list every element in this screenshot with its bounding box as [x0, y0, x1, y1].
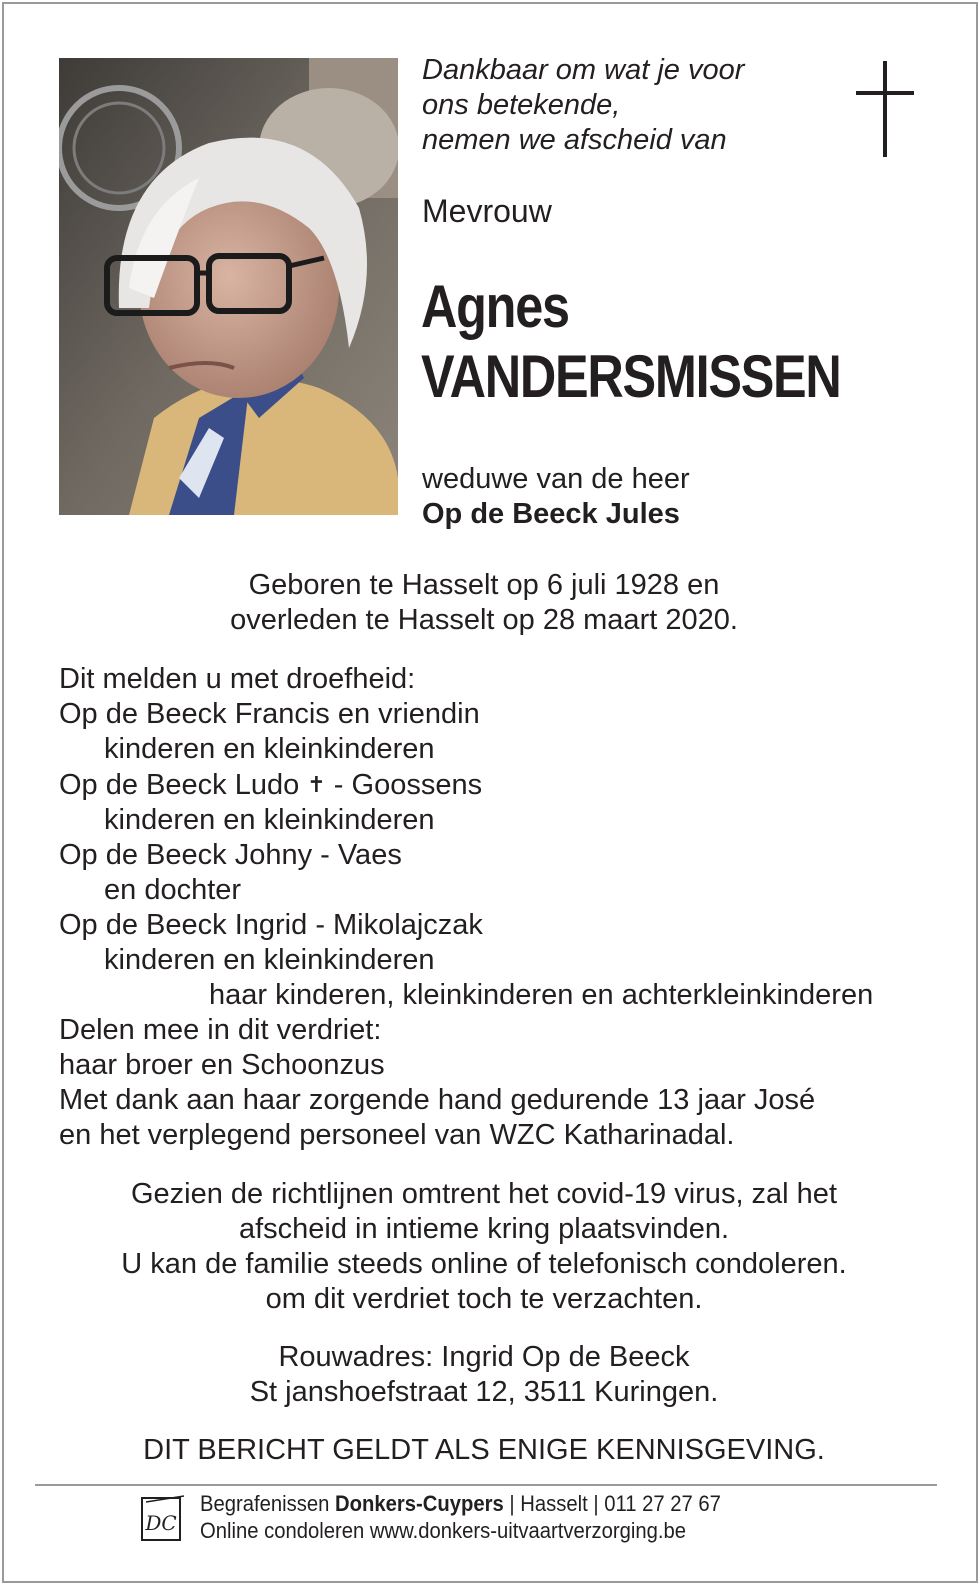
family-line-part: Op de Beeck Ludo — [59, 769, 308, 801]
intro-line: nemen we afscheid van — [422, 124, 727, 156]
cross-icon — [856, 61, 916, 159]
covid-notice — [0, 1177, 968, 1317]
first-name: Agnes — [421, 273, 569, 340]
spouse-name: Op de Beeck Jules — [422, 498, 680, 530]
family-line: kinderen en kleinkinderen — [104, 944, 435, 976]
funeral-home-name: Donkers-Cuypers — [335, 1491, 504, 1516]
family-intro: Dit melden u met droefheid: — [59, 663, 416, 695]
widow-line: weduwe van de heer — [422, 463, 690, 495]
family-line: Op de Beeck Ingrid - Mikolajczak — [59, 909, 483, 941]
family-line — [59, 767, 939, 803]
covid-line: afscheid in intieme kring plaatsvinden. — [238, 1213, 730, 1245]
covid-line: U kan de familie steeds online of telefonisch condoleren. — [121, 1248, 847, 1280]
funeral-home-logo-icon — [140, 1494, 186, 1544]
footer-divider — [35, 1484, 937, 1486]
death-line: overleden te Hasselt op 28 maart 2020. — [230, 604, 738, 636]
intro-line: Dankbaar om wat je voor — [422, 54, 745, 86]
footer-prefix: Begrafenissen — [200, 1491, 336, 1516]
footer-text — [200, 1490, 721, 1544]
family-line: Op de Beeck Francis en vriendin — [59, 698, 480, 730]
dates-block — [0, 568, 968, 638]
family-line: en het verplegend personeel van WZC Katharinadal. — [59, 1119, 735, 1151]
family-list — [59, 662, 939, 1153]
family-line: Met dank aan haar zorgende hand gedurende 13 jaar José — [59, 1084, 816, 1116]
family-line: Delen mee in dit verdriet: — [59, 1014, 382, 1046]
deceased-name — [421, 272, 841, 412]
salutation: Mevrouw — [422, 193, 552, 229]
covid-line: Gezien de richtlijnen omtrent het covid-19 virus, zal het — [130, 1178, 837, 1210]
official-notice: DIT BERICHT GELDT ALS ENIGE KENNISGEVING. — [143, 1434, 825, 1466]
address-line: Rouwadres: Ingrid Op de Beeck — [278, 1341, 690, 1373]
covid-line: om dit verdriet toch te verzachten. — [265, 1283, 703, 1315]
family-line-part: - Goossens — [325, 769, 483, 801]
widow-block — [422, 462, 690, 532]
logo-text: DC — [145, 1511, 177, 1535]
family-line: haar kinderen, kleinkinderen en achterkleinkinderen — [209, 979, 874, 1011]
mourning-address — [0, 1340, 968, 1410]
footer-line-1 — [200, 1490, 721, 1517]
birth-line: Geboren te Hasselt op 6 juli 1928 en — [248, 569, 720, 601]
family-line: kinderen en kleinkinderen — [104, 733, 435, 765]
footer-contact: | Hasselt | 011 27 27 67 — [503, 1491, 721, 1516]
footer-line-2: Online condoleren www.donkers-uitvaartverzorging.be — [200, 1518, 687, 1543]
intro-line: ons betekende, — [422, 89, 621, 121]
portrait-photo — [59, 58, 398, 515]
family-line: en dochter — [104, 874, 242, 906]
intro-text — [422, 53, 822, 158]
family-line: haar broer en Schoonzus — [59, 1049, 385, 1081]
family-line: kinderen en kleinkinderen — [104, 804, 435, 836]
family-line: Op de Beeck Johny - Vaes — [59, 839, 402, 871]
small-cross-icon: ✝ — [307, 772, 326, 797]
last-name: VANDERSMISSEN — [421, 343, 841, 410]
address-line: St janshoefstraat 12, 3511 Kuringen. — [249, 1376, 719, 1408]
